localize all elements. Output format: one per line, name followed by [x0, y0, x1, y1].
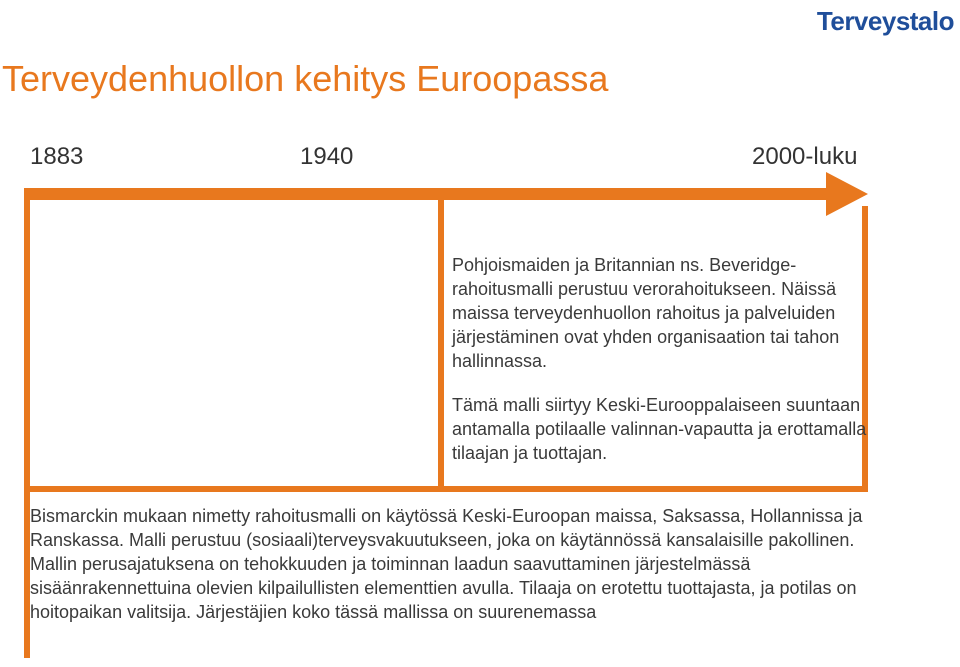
terveystalo-logo: Terveystalo	[816, 6, 954, 36]
bismarck-model-box	[30, 504, 890, 624]
bismarck-model-text: Bismarckin mukaan nimetty rahoitusmalli on käytössä Keski-Euroopan maissa, Saksassa, Hollannissa ja Ranskassa. Malli perustuu (sosiaali)terveysvakuutukseen, joka on käytännössä kansalaisille pakollinen.	[30, 506, 863, 550]
timeline-line-1940	[438, 188, 444, 490]
bismarck-model-principle-text: Mallin perusajatuksena on tehokkuuden ja toiminnan laadun saavuttaminen järjestelmässä sisäänrakennettuina olevien kilpailullisten elementtien avulla. Tilaaja on erotettu tuottajasta, ja potilas on hoitopaikan valitsija. Järjestäjien koko tässä mallissa on suurenemassa	[30, 554, 857, 622]
timeline-separator	[24, 486, 868, 492]
timeline-arrowhead	[826, 172, 868, 216]
year-label-1940: 1940	[300, 143, 354, 170]
nordic-model-shift-text: Tämä malli siirtyy Keski-Eurooppalaiseen suuntaan antamalla potilaalle valinnan-vapautta ja erottamalla tilaajan ja tuottajan.	[452, 395, 867, 463]
year-label-2000: 2000-luku	[752, 143, 858, 170]
timeline-bar	[24, 188, 830, 200]
nordic-model-text: Pohjoismaiden ja Britannian ns. Beveridge-rahoitusmalli perustuu verorahoitukseen. Näissä maissa terveydenhuollon rahoitus ja palveluiden järjestäminen ovat yhden organisaation tai tahon hallinnassa.	[452, 255, 840, 371]
nordic-model-box	[452, 253, 872, 485]
year-label-1883: 1883	[30, 143, 84, 170]
slide-title: Terveydenhuollon kehitys Euroopassa	[2, 58, 609, 99]
